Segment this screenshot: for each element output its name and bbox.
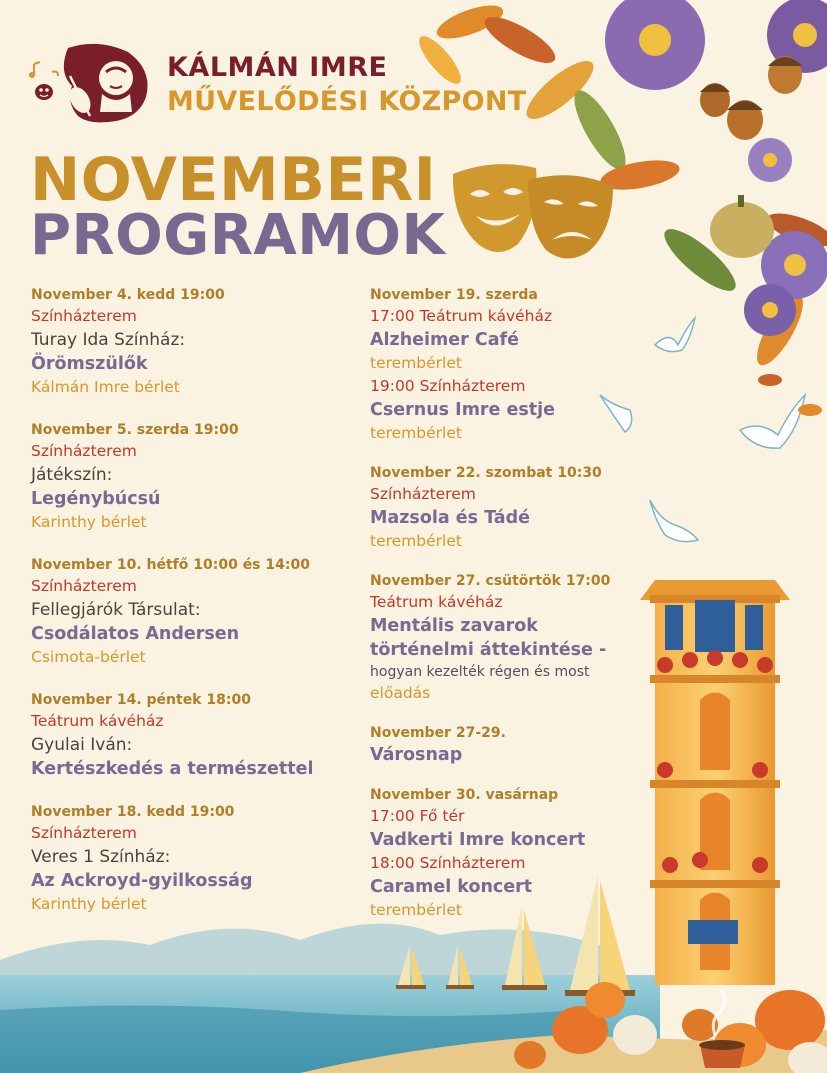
- event-season-ticket: Karinthy bérlet: [31, 513, 147, 531]
- event-title-second: Caramel koncert: [370, 877, 533, 897]
- theater-masks-icon: [448, 156, 618, 266]
- title-line1: NOVEMBERI: [30, 145, 437, 215]
- org-name-line2: MŰVELŐDÉSI KÖZPONT: [167, 86, 527, 117]
- event-venue: Színházterem: [31, 824, 137, 842]
- event-venue: Színházterem: [31, 577, 137, 595]
- event-venue-second: 19:00 Színházterem: [370, 377, 526, 395]
- event-title: Mentális zavarok: [370, 616, 538, 636]
- event-item: [31, 555, 361, 669]
- event-performer: Fellegjárók Társulat:: [31, 600, 201, 620]
- green-pumpkin: [710, 202, 774, 258]
- event-date: November 27-29.: [370, 725, 506, 741]
- event-date: November 30. vasárnap: [370, 787, 559, 803]
- event-venue: Teátrum kávéház: [370, 593, 503, 611]
- event-subtitle: hogyan kezelték régen és most: [370, 664, 590, 680]
- event-performer: Turay Ida Színház:: [31, 330, 186, 350]
- event-venue: Színházterem: [31, 442, 137, 460]
- event-season-ticket: Karinthy bérlet: [31, 895, 147, 913]
- event-performer: Játékszín:: [31, 465, 113, 485]
- event-title: Vadkerti Imre koncert: [370, 830, 586, 850]
- program-list-right: [370, 285, 650, 940]
- event-title: Városnap: [370, 745, 463, 765]
- event-item: [370, 785, 650, 922]
- event-title: Mazsola és Tádé: [370, 508, 531, 528]
- event-item: [370, 285, 650, 445]
- event-date: November 22. szombat 10:30: [370, 465, 602, 481]
- page-title: [30, 145, 446, 268]
- event-item: [370, 571, 650, 705]
- event-venue: 17:00 Fő tér: [370, 807, 465, 825]
- event-season-ticket: terembérlet: [370, 354, 462, 372]
- organization-name: [167, 54, 526, 115]
- event-date: November 19. szerda: [370, 287, 538, 303]
- tower: [640, 580, 790, 985]
- event-item: [370, 463, 650, 553]
- event-date: November 27. csütörtök 17:00: [370, 573, 611, 589]
- event-item: [31, 802, 361, 916]
- event-season-ticket: Kálmán Imre bérlet: [31, 378, 180, 396]
- event-date: November 14. péntek 18:00: [31, 692, 251, 708]
- event-date: November 5. szerda 19:00: [31, 422, 239, 438]
- event-title: Az Ackroyd-gyilkosság: [31, 871, 253, 891]
- event-item: [31, 285, 361, 399]
- event-title: Legénybúcsú: [31, 489, 161, 509]
- event-title-second: Csernus Imre estje: [370, 400, 556, 420]
- event-title: Alzheimer Café: [370, 330, 520, 350]
- event-season-ticket: terembérlet: [370, 532, 462, 550]
- program-list-left: [31, 285, 361, 937]
- event-title: Kertészkedés a természettel: [31, 759, 314, 779]
- event-title-line2: történelmi áttekintése -: [370, 640, 607, 660]
- event-item: [31, 690, 361, 781]
- event-venue: Teátrum kávéház: [31, 712, 164, 730]
- event-performer: Gyulai Iván:: [31, 735, 133, 755]
- org-name-line1: KÁLMÁN IMRE: [167, 52, 388, 83]
- event-item: [370, 723, 650, 767]
- title-line2: PROGRAMOK: [30, 203, 446, 268]
- event-season-ticket: előadás: [370, 684, 431, 702]
- event-season-ticket-second: terembérlet: [370, 901, 462, 919]
- event-season-ticket: Csimota-bérlet: [31, 648, 146, 666]
- event-item: [31, 420, 361, 534]
- event-date: November 4. kedd 19:00: [31, 287, 225, 303]
- event-venue: Színházterem: [31, 307, 137, 325]
- event-venue: 17:00 Teátrum kávéház: [370, 307, 553, 325]
- logo-emblem: [28, 42, 153, 124]
- acorns: [700, 56, 802, 140]
- event-venue: Színházterem: [370, 485, 476, 503]
- event-title: Csodálatos Andersen: [31, 624, 240, 644]
- event-date: November 18. kedd 19:00: [31, 804, 235, 820]
- event-title: Örömszülők: [31, 354, 148, 374]
- event-date: November 10. hétfő 10:00 és 14:00: [31, 557, 310, 573]
- event-venue-second: 18:00 Színházterem: [370, 854, 526, 872]
- event-performer: Veres 1 Színház:: [31, 847, 171, 867]
- event-season-ticket-second: terembérlet: [370, 424, 462, 442]
